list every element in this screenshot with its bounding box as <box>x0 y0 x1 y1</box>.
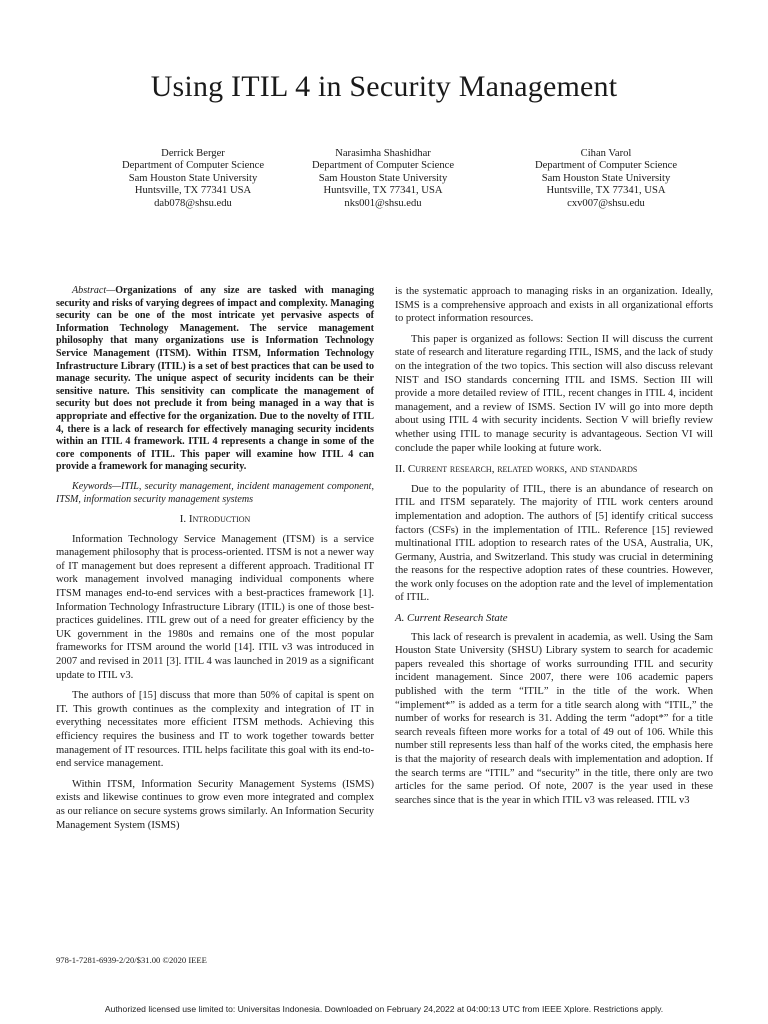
subsection-heading-current-research-state: A. Current Research State <box>395 612 508 625</box>
author-block <box>496 148 716 210</box>
abstract-label: Abstract— <box>72 285 116 296</box>
author-location: Huntsville, TX 77341, USA <box>323 185 443 197</box>
author-department: Department of Computer Science <box>121 160 265 172</box>
right-column <box>395 285 713 814</box>
isbn-copyright: 978-1-7281-6939-2/20/$31.00 ©2020 IEEE <box>56 955 207 965</box>
author-block <box>273 148 493 210</box>
author-name: Narasimha Shashidhar <box>335 148 431 159</box>
paragraph: is the systematic approach to managing risks in an organization. Ideally, ISMS is a comprehensive approach and exists in all organizational efforts to protect information resources. <box>395 286 713 325</box>
author-block <box>83 148 303 210</box>
paragraph: Within ITSM, Information Security Management Systems (ISMS) exists and likewise continues to grow even more integrated and complex as our reliance on secure systems grows similarly. An Information Security Management System (ISMS) <box>56 778 374 831</box>
author-name: Cihan Varol <box>580 148 632 159</box>
author-email: dab078@shsu.edu <box>154 197 232 209</box>
paragraph: This lack of research is prevalent in academia, as well. Using the Sam Houston State University (SHSU) Library system to search for academic papers revealed this shortage of works surrounding ITIL and security incident management. Since 2007, there were 106 academic papers published with the term “ITIL” in the title of the work. When “implement*” is added as a term for a title search along with “ITIL,” the number of works for research is 31. Adding the term “adopt*” for a title search reveals fifteen more works for a total of 49 out of 106. While this number still represents less than half of the works cited, the emphasis here is that the majority of research deals with implementation and adoption. If the search terms are “ITIL” and “security” in the title, there only are two articles for the same period. Of note, 2007 is the year used in these searches since that is the year in which ITIL v3 was released. ITIL v3 <box>395 631 713 806</box>
author-university: Sam Houston State University <box>318 172 448 184</box>
section-heading-introduction: I. Introduction <box>179 513 251 526</box>
author-name: Derrick Berger <box>161 148 225 159</box>
left-column <box>56 285 374 839</box>
author-department: Department of Computer Science <box>534 160 678 172</box>
paragraph: Due to the popularity of ITIL, there is an abundance of research on ITIL and ITSM separately. The majority of ITIL work centers around implementation and adoption. The authors of [5] identify critical success factors (CSFs) in the implementation of ITIL. Reference [15] reviewed multinational ITIL adoption to research rates of the USA, Australia, UK, Germany, Austria, and Switzerland. This study was crucial in determining the reasons for the respective adoption rates of these countries. However, the work only focuses on the adoption rate and the level of implementation of ITIL. <box>395 483 713 604</box>
paragraph: The authors of [15] discuss that more than 50% of capital is spent on IT. This growth continues as the complexity and integration of IT in everything necessitates more efficient ITSM methods. Achieving this efficiency requires the business and IT to work together towards better management of IT resources. ITIL helps facilitate this goal with its end-to-end service management. <box>56 690 374 770</box>
abstract-text: Organizations of any size are tasked with managing security and risks of varying degrees of impact and complexity. Managing security can be one of the most intricate yet pervasive aspects of Information Technology Management. The service management philosophy that many organizations use is Information Technology Service Management (ITSM). Within ITSM, Information Technology Infrastructure Library (ITIL) is a set of best practices that can be used to manage security. The unique aspect of security incidents can be their sensitive nature. This sensitivity can complicate the management of security but does not preclude it from being managed in a way that is appropriate and effective for the organization. Due to the novelty of ITIL 4, there is a lack of research for effectively managing security incidents within an ITIL 4 framework. ITIL 4 represents a change in some of the core components of ITIL. This paper will examine how ITIL 4 can provide a framework for managing security. <box>56 285 374 473</box>
paragraph: This paper is organized as follows: Section II will discuss the current state of research and literature regarding ITIL, ISMS, and the lack of study on the integration of the two topics. This section will also discuss relevant NIST and ISO standards concerning ITIL and ISMS. Section III will provide a more detailed review of ITIL, recent changes in ITIL 4, incident management, and a review of ISMS. Section IV will go into more depth about using ITIL 4 with security incidents. Section V will briefly review whether using ITIL to manage security is advantageous. Section VI will conclude the paper while looking at future work. <box>395 333 713 454</box>
author-location: Huntsville, TX 77341 USA <box>134 185 252 197</box>
paper-title: Using ITIL 4 in Security Management <box>150 70 618 103</box>
author-email: cxv007@shsu.edu <box>567 197 645 209</box>
author-university: Sam Houston State University <box>541 172 671 184</box>
license-notice: Authorized licensed use limited to: Universitas Indonesia. Downloaded on February 24,2022 at 04:00:13 UTC from IEEE Xplore. Restrictions apply. <box>104 1004 664 1014</box>
author-department: Department of Computer Science <box>311 160 455 172</box>
author-location: Huntsville, TX 77341, USA <box>546 185 666 197</box>
author-university: Sam Houston State University <box>128 172 258 184</box>
abstract <box>56 285 374 474</box>
section-heading-current-research: II. Current research, related works, and standards <box>395 463 638 476</box>
keywords: Keywords—ITIL, security management, incident management component, ITSM, information security management systems <box>56 480 374 505</box>
author-email: nks001@shsu.edu <box>344 197 422 209</box>
paragraph: Information Technology Service Management (ITSM) is a service management philosophy that is process-oriented. ITSM is not a newer way of IT management but does represent a different approach. Traditional IT work management involved managing individual components where ITSM manages end-to-end services with a best-practices framework [1]. Information Technology Infrastructure Library (ITIL) is one of those best-practices guidelines. ITIL grew out of a need for greater efficiency by the UK government in the 1980s and remains one of the most popular frameworks for ITSM around the world [14]. ITIL v3 was introduced in 2007 and revised in 2011 [3]. ITIL 4 was launched in 2019 as a significant update to ITIL v3. <box>56 533 374 681</box>
